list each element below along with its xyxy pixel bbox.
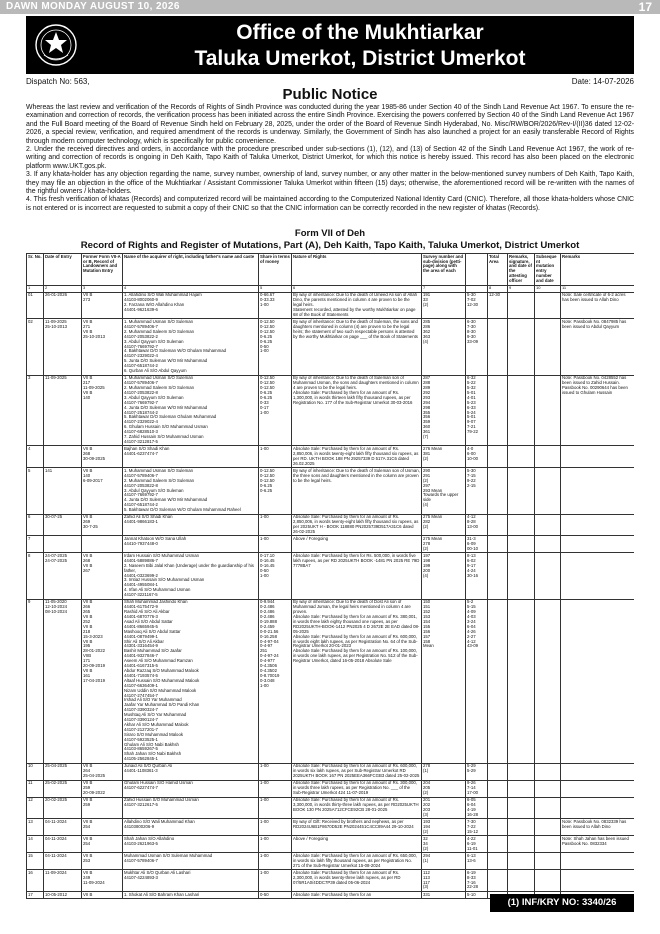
entry-date-cell: 04-11-2024 xyxy=(44,819,82,836)
entry-date-cell: 141 xyxy=(44,468,82,514)
survey-number-cell: 294 (1) xyxy=(422,853,466,870)
subsequent-mutation-cell xyxy=(535,797,561,819)
former-entry-cell: VII B 268 VII B 267 xyxy=(82,553,123,599)
total-area-cell xyxy=(488,468,508,514)
survey-number-cell: 275 Mean 278 (2) xyxy=(422,536,466,553)
total-area-cell xyxy=(488,763,508,780)
advertisement-reference-stamp: (1) INF/KRY NO: 3340/26 xyxy=(490,894,634,912)
share-cell: 1-00 xyxy=(259,870,292,892)
serial-number-cell: 15 xyxy=(27,853,44,870)
notice-body xyxy=(26,104,634,213)
entry-date-cell: 20-02-2025 xyxy=(44,797,82,819)
former-entry-cell xyxy=(82,536,123,553)
table-row xyxy=(27,536,635,553)
column-header: Share in terms of money xyxy=(259,254,292,286)
remarks-cell: Note: Passbook No. 0428552 has been issued to Zahid Hussain. Passbook No. 00290644 has been issued to Ghulam Hussain xyxy=(561,375,635,446)
area-cell: 6-13 13-6 xyxy=(466,853,488,870)
entry-date-cell xyxy=(44,536,82,553)
total-area-cell xyxy=(488,553,508,599)
dispatch-number: Dispatch No: 563, xyxy=(26,77,90,86)
nature-of-rights-cell: Absolute Sale: Purchased by them for an amount of Rs. 600,000, in words six lakh rupees, as per Sub-Registrar Umerkot RD 2025UKTH BOOK 167 PN 2025EEA366FCGB3 dated 25-02-2025 xyxy=(292,763,422,780)
nature-of-rights-cell: Absolute Sale: Purchased by them for an amount of Rs. 3,300,000, in words thirty-three lakh rupees, as per RD2025UKTH BOOK 130 PN 2025A712CFCE92CB 28-01-2025 xyxy=(292,797,422,819)
remarks-cell: Note: Passbook No. 0832339 has been issued to Allah Dino xyxy=(561,819,635,836)
attesting-remarks-cell xyxy=(508,468,535,514)
survey-number-cell: 191 33 (2) xyxy=(422,292,466,319)
table-row xyxy=(27,553,635,599)
area-cell: 5-10 xyxy=(466,891,488,898)
attesting-remarks-cell xyxy=(508,553,535,599)
share-cell: 1-00 xyxy=(259,763,292,780)
entry-date-cell xyxy=(44,446,82,468)
share-cell: 1-00 xyxy=(259,836,292,853)
area-cell: 4-22 6-19 11-01 xyxy=(466,836,488,853)
nature-of-rights-cell: By way of inheritance: Due to the death of Suleman son of Usman, the three sons and daughters mentioned in the column are proven to be the legal heirs. xyxy=(292,468,422,514)
table-row xyxy=(27,292,635,319)
column-header: Remarks, signature, and date of the attesting officer xyxy=(508,254,535,286)
column-number: 2 xyxy=(44,285,82,292)
serial-number-cell: 14 xyxy=(27,836,44,853)
attesting-remarks-cell xyxy=(508,870,535,892)
entry-date-cell: 11-05-2020 12-10-2024 08-10-2024 xyxy=(44,599,82,763)
total-area-cell: 12-30 xyxy=(488,292,508,319)
table-body xyxy=(27,292,635,898)
attesting-remarks-cell xyxy=(508,292,535,319)
serial-number-cell: 6 xyxy=(27,514,44,536)
acquirer-name-cell: Ghulam Hussain S/O Hamid Usman 44107-6227474-7 xyxy=(123,780,259,797)
remarks-cell xyxy=(561,599,635,763)
record-of-rights-table xyxy=(26,253,634,899)
table-row xyxy=(27,763,635,780)
entry-date-cell: 24-07-2025 24-07-2025 xyxy=(44,553,82,599)
column-number: 4 xyxy=(123,285,259,292)
area-cell: 31-3 6-09 00-10 xyxy=(466,536,488,553)
former-entry-cell: VII B 254 xyxy=(82,836,123,853)
former-entry-cell: VII B 140 6-09-2017 xyxy=(82,468,123,514)
table-header-row xyxy=(27,254,635,286)
attesting-remarks-cell xyxy=(508,853,535,870)
remarks-cell: Note: Passbook No. 0847985 has been issued to Abdul Qayyum xyxy=(561,319,635,375)
newspaper-header-bar xyxy=(0,0,660,14)
notice-heading: Public Notice xyxy=(282,86,378,103)
acquirer-name-cell: Zahid Ali S/O Shadi Khan 44401-9866183-1 xyxy=(123,514,259,536)
survey-number-cell: 150 151 152 153 154 155 156 157 158 Mean xyxy=(422,599,466,763)
entry-date-cell: 10-05-2012 xyxy=(44,891,82,898)
subsequent-mutation-cell xyxy=(535,870,561,892)
column-number xyxy=(466,285,488,292)
attesting-remarks-cell xyxy=(508,514,535,536)
subsequent-mutation-cell xyxy=(535,514,561,536)
remarks-cell xyxy=(561,763,635,780)
table-row xyxy=(27,780,635,797)
former-entry-cell: VII B 254 xyxy=(82,819,123,836)
table-row xyxy=(27,319,635,375)
newspaper-dateline: DAWN MONDAY AUGUST 10, 2026 xyxy=(6,1,180,12)
acquirer-name-cell: 1. Muhammad Usman S/O Suleman 44107-5789406-7 2. Muhammad Saleem S/O Suleman 44107-2053822-8 3. Abdul Qayyum S/O Suleman 44107-7669792-7 4. Junta D/O Suleman W/O Mir Muhammad 44107-6518744-2 5. Bakhtawar D/O Suleman W/O Ghulam Muhammad Raheel xyxy=(123,468,259,514)
acquirer-name-cell: Shah Jahan S/O Allahdino 44103-2621963-5 xyxy=(123,836,259,853)
survey-number-cell: 32 34 (2) xyxy=(422,836,466,853)
entry-date-cell: 30-07-25 xyxy=(44,514,82,536)
office-subtitle: Taluka Umerkot, District Umerkot xyxy=(194,47,526,70)
survey-number-cell: 204 205 (2) xyxy=(422,780,466,797)
acquirer-name-cell: Zahid Hussain S/O Muhammad Usman 44107-3212617-5 xyxy=(123,797,259,819)
column-number: 1 xyxy=(27,285,44,292)
office-banner xyxy=(26,16,634,74)
column-header: Name of the acquirer of right, including father's name and caste xyxy=(123,254,259,286)
remarks-cell xyxy=(561,468,635,514)
acquirer-name-cell: Muhammad Usman S/O Suleman Muhammad 44107-5789406-7 xyxy=(123,853,259,870)
remarks-cell xyxy=(561,870,635,892)
share-cell: 1-00 xyxy=(259,514,292,536)
table-row xyxy=(27,468,635,514)
column-header: Nature of Rights xyxy=(292,254,422,286)
total-area-cell xyxy=(488,853,508,870)
column-number: 7 xyxy=(422,285,466,292)
column-header: Survey number and sub-division (petti-page) along with the area of each xyxy=(422,254,466,286)
former-entry-cell: VII B 266 265 VII B 252 VII B 218 15-3-2023 VII B 195 28-01-2022 VIIB 171 20-09-2019 VII B 161 17-04-2019 xyxy=(82,599,123,763)
survey-number-cell: 275 Mean 282 (2) xyxy=(422,514,466,536)
column-header: Former Form VII-A or B, Record of Landowners and Mutation Entry xyxy=(82,254,123,286)
column-number: 6 xyxy=(292,285,422,292)
column-header: Total Area xyxy=(488,254,508,286)
area-cell: 7-30 7-22 15-12 xyxy=(466,819,488,836)
area-cell: 5-30 7-15 9-22 2-15 xyxy=(466,468,488,514)
table-row xyxy=(27,819,635,836)
total-area-cell xyxy=(488,870,508,892)
survey-number-cell: 197 198 199 200 (4) xyxy=(422,553,466,599)
subsequent-mutation-cell xyxy=(535,553,561,599)
entry-date-cell: 11-09-2025 25-10-2013 xyxy=(44,319,82,375)
share-cell: 0-17.10 0-16.45 0-16.45 0-50 1-00 xyxy=(259,553,292,599)
attesting-remarks-cell xyxy=(508,763,535,780)
subsequent-mutation-cell xyxy=(535,536,561,553)
former-entry-cell: VII B 269 30-7-25 xyxy=(82,514,123,536)
table-row xyxy=(27,514,635,536)
area-cell: 8-13 6-02 9-17 4-24 30-16 xyxy=(466,553,488,599)
column-number: 9 xyxy=(508,285,535,292)
share-cell: 1-00 xyxy=(259,797,292,819)
serial-number-cell: 9 xyxy=(27,599,44,763)
remarks-cell xyxy=(561,514,635,536)
former-entry-cell: VII B 268 30-09-2025 xyxy=(82,446,123,468)
nature-of-rights-cell: Absolute Sale: Purchased by them for an amount of Rs. 2,850,006, in words twenty-eight lakh fifty thousand six rupees, as per 2025UKT H - BOOK 118880 PN2025739D517A31C6 dated 26-02-2025 xyxy=(292,514,422,536)
attesting-remarks-cell xyxy=(508,319,535,375)
entry-date-cell: 11-09-2025 xyxy=(44,375,82,446)
column-header: Sr. No. xyxy=(27,254,44,286)
acquirer-name-cell: 1. Allahdino S/O Wali Muhammad Hajam 44103-8002060-9 2. Farzana W/O Allahdino Khan 44401-9621639-6 xyxy=(123,292,259,319)
table-row xyxy=(27,797,635,819)
share-cell: 1-00 xyxy=(259,853,292,870)
serial-number-cell: 17 xyxy=(27,891,44,898)
acquirer-name-cell: Junaid Ali S/O Qurban Ali 44401-1108361-3 xyxy=(123,763,259,780)
nature-of-rights-cell: By way of inheritance: Due to the death of Dost Ali son of Muhammad Juman, the legal heirs mentioned in column 4 are proven. Absolute Sale: Purchased by them for an amount of Rs. 380,001, in words three lakh eighty thousand one rupees, as per RD2025UKTH-BOOK-1412 PN2025 4 D 2672E 2E EAD dated 08-05-2025 Absolute Sale: Purchased by them for an amount of Rs. 600,000, in words eight lakh rupees, as per Registration No. 64 of the Sub-Registrar Umerkot 20-01-2023 Absolute Sale: Purchased by them for an amount of Rs. 100,000, in words one lakh rupees, as per Registration No. 512 of the Sub-Registrar Umerkot, dated 16-05-2018 Absolute Sale xyxy=(292,599,422,763)
survey-number-cell: 331 xyxy=(422,891,466,898)
table-row xyxy=(27,853,635,870)
entry-date-cell: 26-01-2026 xyxy=(44,292,82,319)
nature-of-rights-cell: Absolute Sale: Purchased by them for an amount of Rs. 2,300,000, in words twenty-three lakh rupees, as per RD 07/5R1A0/4DDC7P39 dated 05-06-2024 xyxy=(292,870,422,892)
total-area-cell xyxy=(488,319,508,375)
nature-of-rights-cell: By way of inheritance: Due to the death of Suleman son of Muhammad Usman, the sons and daughters mentioned in column 4 are proven to be the legal heirs. Absolute Sale: Purchased by them for an amount of Rs. 1,300,000, in words thirteen lakh fifty thousand rupees, as per Registration No. 177 of the Sub-Registrar Umerkot 30-03-2016 xyxy=(292,375,422,446)
survey-number-cell: 112 113 117 (3) xyxy=(422,870,466,892)
entry-date-cell: 25-02-2025 xyxy=(44,780,82,797)
entry-date-cell: 04-11-2024 xyxy=(44,853,82,870)
share-cell: 0-9.944 0-2.486 0-2.486 0-2.486 0-19.888 0-2.459 0-0-21.56 0-16.258 0-4-97-04 0-4-97 251 0-4-97-24 0-4-977 0-4.3506 0-4.3502 0-8.70019 0-3.048 1-00 xyxy=(259,599,292,763)
survey-number-cell: 278 (1) xyxy=(422,763,466,780)
remarks-cell: Note: Shah Jahan has been issued Passbook No. 0832334 xyxy=(561,836,635,853)
remarks-cell xyxy=(561,446,635,468)
subsequent-mutation-cell xyxy=(535,319,561,375)
area-cell: 5-29 5-29 xyxy=(466,763,488,780)
table-row xyxy=(27,375,635,446)
total-area-cell xyxy=(488,780,508,797)
nature-of-rights-cell: Absolute Sale: Purchased by them for an amount of Rs. 300,000, in words three lakh rupees, as per Registration No. ___ of the Sub-Registrar Umerkot 424 11-07-2019 xyxy=(292,780,422,797)
attesting-remarks-cell xyxy=(508,836,535,853)
area-cell: 5-2 5-15 4-09 4-03 3-24 6-04 4-26 2-27 4-12 43-09 xyxy=(466,599,488,763)
serial-number-cell: 10 xyxy=(27,763,44,780)
nature-of-rights-cell: Absolute Sale: Purchased by them for an amount of Rs. 650,000, in words six lakh fifty thousand rupees, as per Registration No. 271 of the Sub-Registrar Umerkot 15-08-2024 xyxy=(292,853,422,870)
acquirer-name-cell: Jannat Khatoon W/O Sana Ullah 44410-7937448-0 xyxy=(123,536,259,553)
paragraph-4: 4. This fresh verification of khatas (Records) and computerized record will be maintained according to the Computerized National Identity Card (CNIC). Therefore, all those khata-holders whose CNIC is not entered or is incorrect are requested to submit a copy of their CNIC so that the CNIC information can be correctly recorded in the new register of khatas (Records). xyxy=(26,196,634,212)
subsequent-mutation-cell xyxy=(535,780,561,797)
former-entry-cell: VII B 271 VII B 25-10-2013 xyxy=(82,319,123,375)
survey-number-cell: 285 286 362 363 (4) xyxy=(422,319,466,375)
survey-number-cell: 287 288 289 292 293 294 298 355 356 359 360 361 (7) xyxy=(422,375,466,446)
column-number: 10 xyxy=(535,285,561,292)
remarks-cell xyxy=(561,553,635,599)
serial-number-cell: 11 xyxy=(27,780,44,797)
area-cell: 4-0 6-00 10-00 xyxy=(466,446,488,468)
nature-of-rights-cell: By way of Gift: Received by brothers and nephews, as per RD2024U6B1F8670D52E PN2024451C4CC89A44 29-10-2024 xyxy=(292,819,422,836)
nature-of-rights-cell: Above / Foregoing xyxy=(292,536,422,553)
government-seal-icon xyxy=(34,23,78,67)
paragraph-1: Whereas the last review and verification of the Records of Rights of Sindh Province was conducted during the year 1985-86 under Section 40 of the Sindh Land Revenue Act 1967. To ensure the re-examination and correction of records, the verification process has been initiated across the entire Sindh Province. Exercising the powers conferred by Section 40 of the Sindh Land Revenue Act 1967 and the Full Board meeting of the Board of Revenue Sindh held on February 28, 2025, under the order of the Board of Revenue Sindh Hyderabad, No. Misc/RW/BOR/2026/Rev-I/(II)36 dated 12-02-2026, a special review, verification, and required amendment of the records is underway. Similarly, the Government of Sindh has also launched a project for an easily transferable Record of Rights through modern computer technology, which is specifically for public convenience. xyxy=(26,104,634,145)
area-cell: 6-32 5-22 5-32 5-01 4-01 5-23 6-33 5-24 5-01 9-07 7-21 79-22 xyxy=(466,375,488,446)
serial-number-cell: 3 xyxy=(27,375,44,446)
acquirer-name-cell: 1. Muhammad Usman S/O Suleman 44107-5789406-7 2. Muhammad Saleem S/O Suleman 44107-2053822-2 3. Abdul Qayyum S/O Suleman 44107-7669792-7 4. Bakhtawar D/O Suleman W/O Ghulam Muhammad 44107-2329022-4 5. Junta D/O Suleman W/O Mir Muhammad 44107-6518744-2 6. Qurban Ali S/O Abdul Qayyum xyxy=(123,319,259,375)
survey-number-cell: 276 Mean 381 (2) xyxy=(422,446,466,468)
area-cell: 6-19 8-33 7-16 22-28 xyxy=(466,870,488,892)
serial-number-cell: 5 xyxy=(27,468,44,514)
attesting-remarks-cell xyxy=(508,375,535,446)
subsequent-mutation-cell xyxy=(535,292,561,319)
survey-number-cell: 201 202 203 (3) xyxy=(422,797,466,819)
serial-number-cell: 02 xyxy=(27,319,44,375)
total-area-cell xyxy=(488,797,508,819)
nature-of-rights-cell: Absolute Sale: Purchased by them for Rs. 500,000, in words five lakh rupees, as per RD 2025UKTH BOOK -1481 PN 2025 RE 79D 7778BA7 xyxy=(292,553,422,599)
serial-number-cell: 01 xyxy=(27,292,44,319)
former-entry-cell: VII B 259 xyxy=(82,797,123,819)
share-cell: 1-00 xyxy=(259,446,292,468)
remarks-cell xyxy=(561,853,635,870)
attesting-remarks-cell xyxy=(508,797,535,819)
column-number: 11 xyxy=(561,285,635,292)
acquirer-name-cell: 1. Shokat Ali S/O Bahram Khan Lashari xyxy=(123,891,259,898)
former-entry-cell: VII B 264 25-04-2025 xyxy=(82,763,123,780)
entry-date-cell: 25-04-2025 xyxy=(44,763,82,780)
total-area-cell xyxy=(488,446,508,468)
share-cell: 0-66.67 0-33.33 1-00 xyxy=(259,292,292,319)
remarks-cell xyxy=(561,780,635,797)
subsequent-mutation-cell xyxy=(535,853,561,870)
acquirer-name-cell: Shah Muhammad Jashindo Khan 44401-6175472-9 Rashid Ali S/O Ali Akbar 44401-6870776-3 Asad Ali S/O Abdul Sattar 44401-8665945-5 Mashooq Ali S/O Abdul Sattar 44401-0879499-1 Shir Ali S/O Ali Akbar 44301-3316454-9 Bashir Muhammad S/O Jaafar 44401-9327846-7 Aseem Ali S/O Muhammad Ramzan 44401-6167315-5 Abdur Razzaq S/O Muhammad Malook 44401-7193574-5 Altaaf Hussain S/O Muhammad Malook 44107-6636409-1 Nizam Uddin S/O Muhammad Malook 44107-2747454-7 Irshad Ali S/O Yar Muhammad Jaafar Yar Muhammad S/O Pandi Khan 44107-3390324-7 Mushtaq Ali S/O Yar Muhammad 44107-3390124-7 Akhar Ali S/O Muhammad Malook 44107-2127201-7 Siraro S/O Muhammad Malook 44107-5923525-1 Ghulam Ali S/O Nabi Bakhsh 44103-8659267-5 Shah Jahan S/O Nabi Bakhsh 44105-2562845-1 xyxy=(123,599,259,763)
total-area-cell xyxy=(488,536,508,553)
entry-date-cell: 11-09-2024 xyxy=(44,870,82,892)
acquirer-name-cell: Irdam Hussain S/O Muhammad Usman 44401-5889886-7 2. Naseem Bibi Jalal Khan (Underage) under the guardianship of his father, 44401-0323699-2 3. Imtiaz Hussain S/O Muhammad Usman 44401-4955084-1 4. Irfan Ali S/O Muhammad Usman 44107-3221167-5 xyxy=(123,553,259,599)
column-number: 3 xyxy=(82,285,123,292)
attesting-remarks-cell xyxy=(508,446,535,468)
newspaper-page-number: 17 xyxy=(638,0,652,14)
subsequent-mutation-cell xyxy=(535,599,561,763)
area-cell: 4-12 8-28 13-00 xyxy=(466,514,488,536)
former-entry-cell: VII B 253 xyxy=(82,853,123,870)
nature-of-rights-cell: Absolute Sale: Purchased by them for an amount of Rs. 2,850,006, in words twenty-eight lakh fifty thousand six rupees, as per RD. UKTH BOOK 188 PN 29257339 D 517A 31C6 dated 26.02.2025 xyxy=(292,446,422,468)
former-entry-cell: VII B 259 20-09-2022 xyxy=(82,780,123,797)
column-header xyxy=(466,254,488,286)
subsequent-mutation-cell xyxy=(535,836,561,853)
subsequent-mutation-cell xyxy=(535,468,561,514)
table-row xyxy=(27,870,635,892)
subsequent-mutation-cell xyxy=(535,763,561,780)
serial-number-cell: 8 xyxy=(27,553,44,599)
former-entry-cell: VII B xyxy=(82,891,123,898)
share-cell: 1-00 xyxy=(259,780,292,797)
column-number: 8 xyxy=(488,285,508,292)
column-header: Remarks xyxy=(561,254,635,286)
notice-date: Date: 14-07-2026 xyxy=(571,77,634,86)
subsequent-mutation-cell xyxy=(535,446,561,468)
table-row xyxy=(27,446,635,468)
total-area-cell xyxy=(488,375,508,446)
survey-number-cell: 193 194 (2) xyxy=(422,819,466,836)
subsequent-mutation-cell xyxy=(535,375,561,446)
nature-of-rights-cell: By way of inheritance: Due to the death of Suleman, the sons and daughters mentioned in column (4) are proven to be the legal heirs; the statement of two such respectable persons is attested by the worthy Mukhtiarkar on page ___ of the Book of Statements xyxy=(292,319,422,375)
area-cell: 5-30 7-02 12-30 xyxy=(466,292,488,319)
former-entry-cell: VII B 217 11-09-2025 VII B 140 xyxy=(82,375,123,446)
serial-number-cell: 13 xyxy=(27,819,44,836)
share-cell: 0-12.50 0-12.50 0-12.50 0-6.25 0-6.25 0-50 1-00 xyxy=(259,319,292,375)
record-of-rights-table-container xyxy=(26,253,634,919)
entry-date-cell: 04-11-2024 xyxy=(44,836,82,853)
acquirer-name-cell: Allahdino S/O Wali Muhammad Khan 44103800206-9 xyxy=(123,819,259,836)
remarks-cell xyxy=(561,536,635,553)
remarks-cell: Note: Sale certificate of 6-2 acres has been issued to Allah Dino xyxy=(561,292,635,319)
serial-number-cell: 4 xyxy=(27,446,44,468)
total-area-cell xyxy=(488,514,508,536)
column-number-row xyxy=(27,285,635,292)
share-cell: 0-12.50 0-12.50 0-12.50 0-6.25 0-6.25 0-33 0-17 1-00 xyxy=(259,375,292,446)
serial-number-cell: 12 xyxy=(27,797,44,819)
column-number: 5 xyxy=(259,285,292,292)
serial-number-cell: 16 xyxy=(27,870,44,892)
former-entry-cell: VII B 249 11-09-2024 xyxy=(82,870,123,892)
form-title: Form VII of Deh xyxy=(294,228,366,239)
table-row xyxy=(27,599,635,763)
paragraph-3: 3. If any khata-holder has any objection regarding the name, survey number, ownership of land, survey number, or any other matter in the below-mentioned survey numbers of Deh Kaith, Tapo Kaith, they may file an objection in the office of the Mukhtiarkar / Assistant Commissioner Taluka Umerkot within fifteen (15) days; otherwise, the aforementioned record will be re-written with the names of the rightful owners / khata-holders. xyxy=(26,171,634,196)
total-area-cell xyxy=(488,819,508,836)
nature-of-rights-cell: By way of inheritance: Due to the death of Umeed Ali son of Allah Dino, the parents mentioned in column 4 are proven to be the legal heirs. Statement recorded, attested by the worthy Mukhtiarkar on page 68 of the Book of Statements xyxy=(292,292,422,319)
area-cell: 9-26 7-14 17-00 xyxy=(466,780,488,797)
share-cell: 0-12.50 0-12.50 0-12.50 0-6.25 0-6.25 xyxy=(259,468,292,514)
form-subtitle: Record of Rights and Register of Mutations, Part (A), Deh Kaith, Tapo Kaith, Taluka Umerkot, District Umerkot xyxy=(80,240,580,251)
paragraph-2: 2. Under the received directives and orders, in accordance with the procedure prescribed under sub-sections (1), (12), and (13) of Section 42 of the Sindh Land Revenue Act 1967, the work of re-writing and correction of records is ongoing in Deh Kaith, Tapo Kaith of Taluka Umerkot, District Umerkot, for which this notice is hereby issued. This record has also been placed on the electronic platform www.UKT.gos.pk. xyxy=(26,146,634,170)
area-cell: 6-30 7-30 8-30 9-30 33-09 xyxy=(466,319,488,375)
survey-number-cell: 290 291 (2) 297 293 Mean Towards the upper side (4) xyxy=(422,468,466,514)
attesting-remarks-cell xyxy=(508,819,535,836)
acquirer-name-cell: 1. Muhammad Usman S/O Suleman 44107-5789406-7 2. Muhammad Saleem S/O Suleman 44107-2053822-8 3. Abdul Qayyum S/O Suleman 44107-7669792-7 4. Junta D/O Suleman W/O Mir Muhammad 44107-2518744-2 5. Bakhtawar D/O Suleman Ghulam Muhammad 44107-2329022-4 6. Ghulam Hussain S/O Muhammad Usman 44107-6828510-3 7. Zahid Hussain S/O Muhammad Usman 44107-3212817-5 xyxy=(123,375,259,446)
nature-of-rights-cell: Absolute Sale: Purchased by them for an xyxy=(292,891,422,898)
area-cell: 6-05 6-04 4-19 16-28 xyxy=(466,797,488,819)
office-title: Office of the Mukhtiarkar xyxy=(236,21,484,44)
share-cell: 1-00 xyxy=(259,536,292,553)
attesting-remarks-cell xyxy=(508,599,535,763)
column-header: Date of Entry xyxy=(44,254,82,286)
total-area-cell xyxy=(488,599,508,763)
attesting-remarks-cell xyxy=(508,536,535,553)
total-area-cell xyxy=(488,836,508,853)
share-cell: 1-00 xyxy=(259,819,292,836)
table-row xyxy=(27,836,635,853)
attesting-remarks-cell xyxy=(508,780,535,797)
share-cell: 0-50 xyxy=(259,891,292,898)
acquirer-name-cell: Bajhan S/O Shadi Khan 44401-6237474-7 xyxy=(123,446,259,468)
former-entry-cell: VII B 273 xyxy=(82,292,123,319)
serial-number-cell: 7 xyxy=(27,536,44,553)
column-header: Subsequent mutation entry number and date xyxy=(535,254,561,286)
acquirer-name-cell: Mukhtar Ali S/O Qurban Ali Lashari 44107-4224893-3 xyxy=(123,870,259,892)
nature-of-rights-cell: Above / Foregoing xyxy=(292,836,422,853)
remarks-cell xyxy=(561,797,635,819)
subsequent-mutation-cell xyxy=(535,819,561,836)
